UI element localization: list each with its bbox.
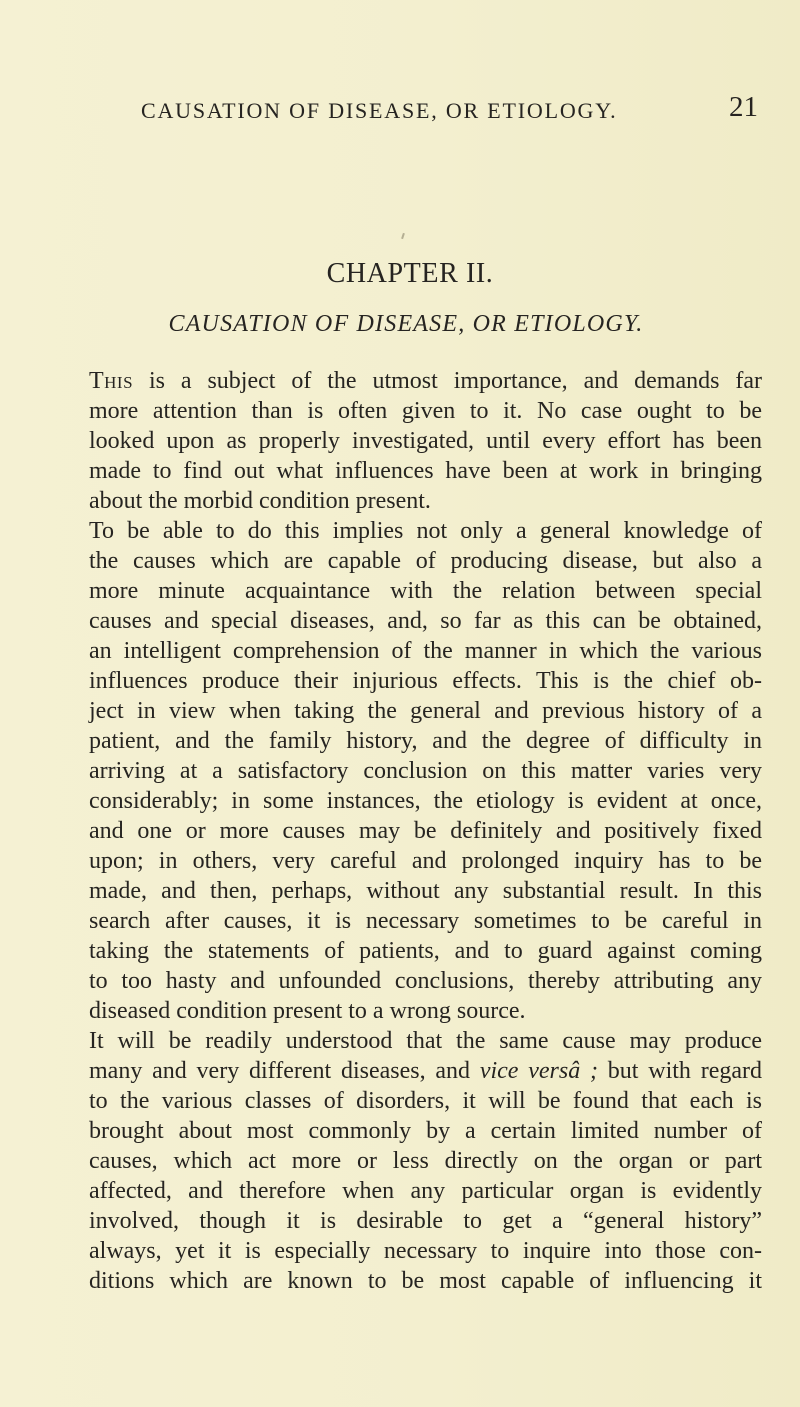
text-line: search after causes, it is necessary sometimes to be careful in	[89, 908, 762, 934]
text-line: taking the statements of patients, and to guard against coming	[89, 938, 762, 964]
line-text: but with regard	[598, 1058, 763, 1084]
text-line: arriving at a satisfactory conclusion on this matter varies very	[89, 758, 762, 784]
text-line: more attention than is often given to it. No case ought to be	[89, 398, 762, 424]
text-line: made to find out what influences have been at work in bringing	[89, 458, 762, 484]
text-line: and one or more causes may be definitely and positively fixed	[89, 818, 762, 844]
line-text: is a subject of the utmost importance, and demands far	[133, 368, 762, 394]
text-line: patient, and the family history, and the degree of difficulty in	[89, 728, 762, 754]
vice-versa-phrase: vice versâ ;	[479, 1058, 599, 1084]
running-head	[141, 91, 758, 134]
text-line: brought about most commonly by a certain limited number of	[89, 1118, 762, 1144]
opening-word: This	[89, 368, 134, 394]
paper-speck	[401, 233, 405, 239]
running-title: CAUSATION OF DISEASE, OR ETIOLOGY.	[141, 98, 618, 123]
text-line: It will be readily understood that the same cause may produce	[89, 1028, 762, 1054]
text-line: ject in view when taking the general and previous history of a	[89, 698, 762, 724]
text-line: always, yet it is especially necessary to inquire into those con-	[89, 1238, 762, 1264]
page-number: 21	[729, 91, 758, 123]
text-line	[89, 366, 762, 396]
text-line: the causes which are capable of producing disease, but also a	[89, 548, 762, 574]
chapter-title: CAUSATION OF DISEASE, OR ETIOLOGY.	[168, 311, 644, 337]
text-line: involved, though it is desirable to get a “general history”	[89, 1208, 762, 1234]
text-line: more minute acquaintance with the relation between special	[89, 578, 762, 604]
text-line: upon; in others, very careful and prolonged inquiry has to be	[89, 848, 762, 874]
text-line: To be able to do this implies not only a general knowledge of	[89, 518, 762, 544]
text-line: an intelligent comprehension of the manner in which the various	[89, 638, 762, 664]
text-line: considerably; in some instances, the etiology is evident at once,	[89, 788, 762, 814]
text-line: influences produce their injurious effects. This is the chief ob-	[89, 668, 762, 694]
chapter-number: CHAPTER II.	[326, 258, 494, 289]
text-line: looked upon as properly investigated, until every effort has been	[89, 428, 762, 454]
text-line: diseased condition present to a wrong source.	[89, 998, 526, 1024]
text-line: to too hasty and unfounded conclusions, thereby attributing any	[89, 968, 762, 994]
text-line: causes and special diseases, and, so far as this can be obtained,	[89, 608, 762, 634]
text-line: affected, and therefore when any particular organ is evidently	[89, 1178, 762, 1204]
text-line: ditions which are known to be most capable of influencing it	[89, 1268, 762, 1294]
text-line: to the various classes of disorders, it will be found that each is	[89, 1088, 762, 1114]
line-text: many and very different diseases, and	[89, 1058, 480, 1084]
text-line: about the morbid condition present.	[89, 488, 431, 514]
text-line	[89, 1056, 762, 1086]
text-line: made, and then, perhaps, without any substantial result. In this	[89, 878, 762, 904]
text-line: causes, which act more or less directly on the organ or part	[89, 1148, 762, 1174]
